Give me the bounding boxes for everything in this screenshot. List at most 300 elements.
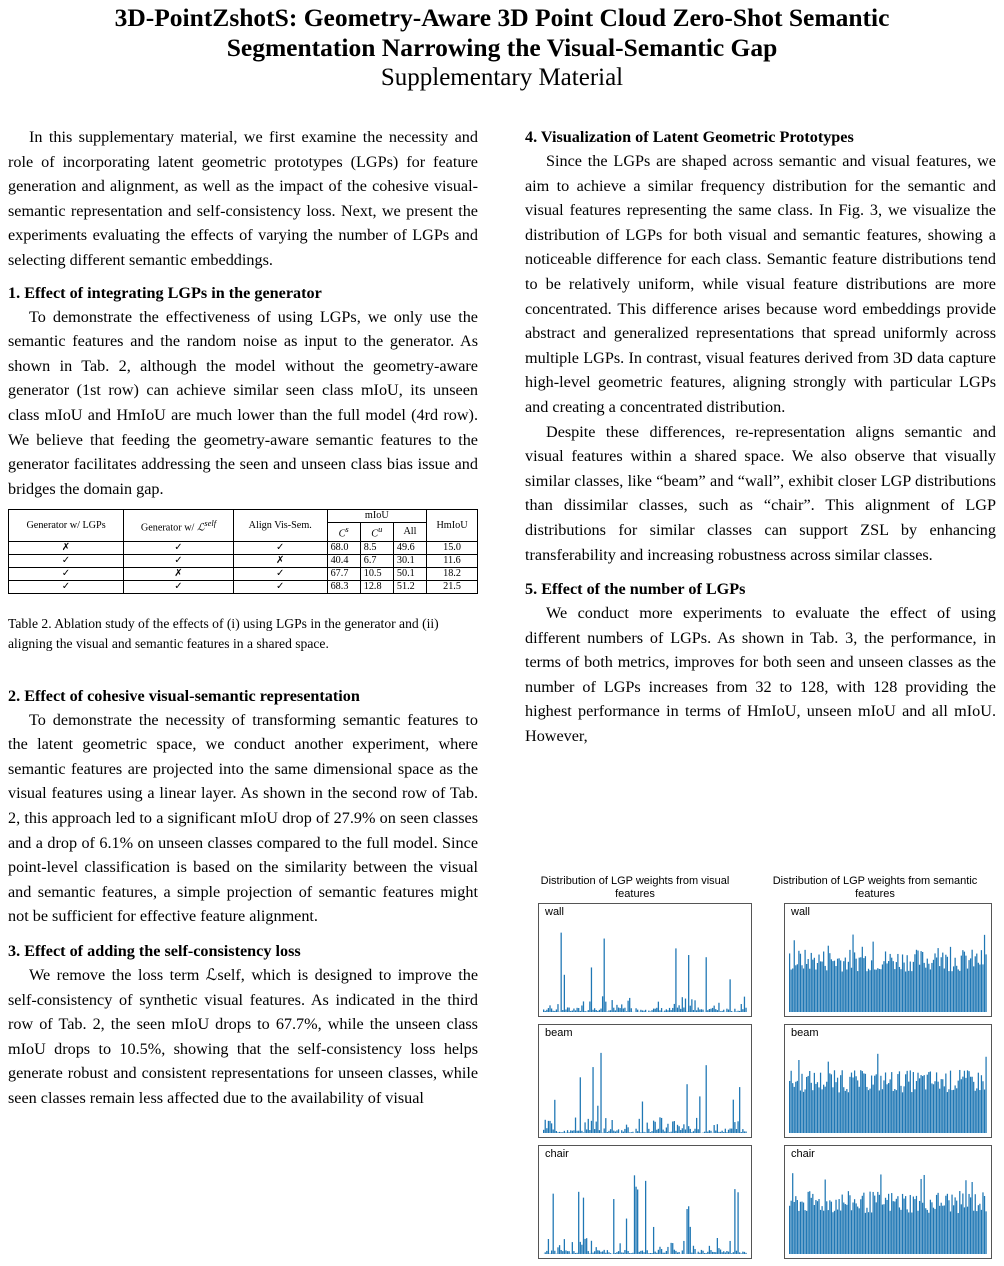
section-3-body: We remove the loss term ℒself, which is designed to improve the self-consistency of synthetic visual features. As indicated in the third row of Tab. 2, the seen mIoU drops to 67.7%, while the unseen class mIoU drops to 10.5%, showing that the self-consistency loss helps generate robust and consistent representations for unseen classes, while seen classes remain less affected due to the availability of visual — [8, 966, 478, 1108]
section-4-paragraph-1: Since the LGPs are shaped across semantic and visual features, we aim to achieve a similar frequency distribution for the semantic and visual features representing the same class. In Fig. 3, we visualize the distribution of LGPs for both visual and semantic features, showing a noticeable difference for each class. Semantic feature distributions tend to be relatively uniform, while visual feature distributions are more concentrated. This difference arises because word embeddings provide abstract and generalized representations that spread uniformly across multiple LGPs. In contrast, visual features derived from 3D data capture high-level geometric features, aligning strongly with particular LGPs and creating a concentrated distribution. — [525, 152, 996, 416]
lgp-bar — [894, 969, 895, 1012]
lgp-bar — [789, 1081, 790, 1133]
lgp-bar — [964, 1071, 965, 1133]
plot-semantic-wall — [784, 903, 992, 1017]
lgp-bar — [928, 964, 929, 1012]
lgp-bar — [615, 1131, 616, 1133]
lgp-bar — [941, 1203, 942, 1254]
bar-series — [785, 1025, 991, 1137]
lgp-bar — [637, 1131, 638, 1133]
lgp-bar — [981, 1210, 982, 1254]
lgp-bar — [798, 1060, 799, 1133]
lgp-bar — [562, 1010, 563, 1012]
lgp-bar — [734, 1189, 735, 1254]
lgp-bar — [653, 1121, 654, 1133]
lgp-bar — [812, 1090, 813, 1133]
lgp-bar — [583, 1001, 584, 1012]
lgp-bar — [723, 1132, 724, 1133]
lgp-bar — [581, 1131, 582, 1133]
lgp-bar — [744, 997, 745, 1012]
lgp-bar — [897, 1074, 898, 1133]
lgp-bar — [845, 1091, 846, 1133]
lgp-bar — [600, 1252, 601, 1254]
lgp-bar — [616, 1005, 617, 1012]
lgp-bar — [975, 1091, 976, 1133]
lgp-bar — [683, 1241, 684, 1254]
lgp-bar — [834, 1070, 835, 1133]
lgp-bar — [914, 1089, 915, 1133]
lgp-bar — [592, 1253, 593, 1254]
lgp-bar — [557, 1132, 558, 1133]
lgp-bar — [599, 1251, 600, 1254]
lgp-bar — [947, 1092, 948, 1133]
lgp-bar — [972, 1077, 973, 1133]
lgp-bar — [789, 1206, 790, 1254]
lgp-bar — [825, 1180, 826, 1254]
col-header-seen: $C^s$ — [327, 523, 360, 541]
lgp-bar — [637, 1189, 638, 1254]
lgp-bar — [725, 1252, 726, 1254]
lgp-bar — [648, 1253, 649, 1254]
lgp-bar — [690, 1227, 691, 1254]
lgp-bar — [800, 1202, 801, 1254]
lgp-bar — [899, 967, 900, 1012]
lgp-bar — [653, 1009, 654, 1012]
lgp-bar — [981, 1075, 982, 1133]
lgp-bar — [840, 1211, 841, 1254]
lgp-bar — [580, 1242, 581, 1254]
lgp-bar — [709, 1009, 710, 1012]
lgp-bar — [718, 1248, 719, 1254]
lgp-bar — [910, 962, 911, 1012]
lgp-bar — [899, 1071, 900, 1133]
paper-subtitle: Supplementary Material — [380, 64, 624, 91]
lgp-bar — [820, 1210, 821, 1254]
lgp-bar — [976, 1211, 977, 1254]
lgp-bar — [623, 1132, 624, 1133]
lgp-bar — [908, 1212, 909, 1254]
lgp-bar — [745, 1253, 746, 1254]
lgp-bar — [572, 1131, 573, 1133]
lgp-bar — [868, 1090, 869, 1133]
lgp-bar — [815, 970, 816, 1012]
lgp-bar — [865, 1213, 866, 1254]
lgp-bar — [817, 1082, 818, 1133]
lgp-bar — [635, 1129, 636, 1133]
lgp-bar — [834, 1211, 835, 1254]
lgp-bar — [882, 964, 883, 1012]
lgp-bar — [607, 1132, 608, 1133]
lgp-bar — [956, 1088, 957, 1133]
lgp-bar — [886, 963, 887, 1012]
lgp-bar — [583, 1198, 584, 1254]
lgp-bar — [970, 1197, 971, 1254]
lgp-bar — [885, 951, 886, 1012]
lgp-bar — [663, 1130, 664, 1133]
lgp-bar — [629, 1253, 630, 1254]
lgp-bar — [924, 1175, 925, 1254]
lgp-bar — [632, 1253, 633, 1254]
lgp-bar — [602, 996, 603, 1012]
lgp-bar — [688, 1206, 689, 1254]
lgp-bar — [690, 1129, 691, 1133]
lgp-bar — [965, 1180, 966, 1254]
lgp-bar — [869, 1089, 870, 1133]
lgp-bar — [667, 1124, 668, 1133]
lgp-bar — [726, 1251, 727, 1254]
lgp-bar — [694, 1249, 695, 1254]
lgp-bar — [599, 1130, 600, 1133]
col-header-gen-lgp: Generator w/ LGPs — [9, 510, 124, 541]
lgp-bar — [791, 1071, 792, 1133]
lgp-bar — [883, 1080, 884, 1133]
lgp-bar — [896, 1090, 897, 1133]
lgp-bar — [656, 1253, 657, 1254]
lgp-bar — [686, 1209, 687, 1254]
lgp-bar — [658, 1129, 659, 1133]
lgp-bar — [975, 956, 976, 1012]
lgp-bar — [896, 1199, 897, 1254]
lgp-bar — [829, 1073, 830, 1133]
lgp-bar — [849, 950, 850, 1012]
lgp-bar — [876, 1202, 877, 1254]
lgp-bar — [631, 1132, 632, 1133]
lgp-bar — [666, 1009, 667, 1012]
lgp-bar — [564, 1131, 565, 1133]
lgp-bar — [869, 970, 870, 1012]
lgp-bar — [731, 1011, 732, 1012]
lgp-bar — [874, 1196, 875, 1254]
lgp-bar — [934, 953, 935, 1012]
lgp-bar — [553, 1129, 554, 1133]
lgp-bar — [693, 1131, 694, 1133]
lgp-bar — [569, 1132, 570, 1133]
lgp-bar — [581, 1245, 582, 1254]
lgp-bar — [736, 1251, 737, 1254]
lgp-bar — [941, 957, 942, 1012]
paper-header — [0, 3, 1004, 92]
intro-paragraph: In this supplementary material, we first examine the necessity and role of incorporating latent geometric prototypes (LGPs) for feature generation and alignment, as well as the impact of the cohesive visual-semantic representation and self-consistency loss. Next, we present the experiments evaluating the effects of varying the number of LGPs and selecting different semantic embeddings. — [8, 128, 478, 269]
lgp-bar — [916, 1196, 917, 1254]
lgp-bar — [848, 962, 849, 1012]
lgp-bar — [920, 1075, 921, 1133]
lgp-bar — [726, 1132, 727, 1133]
lgp-bar — [902, 954, 903, 1012]
lgp-bar — [846, 1089, 847, 1133]
lgp-bar — [556, 1131, 557, 1133]
lgp-bar — [804, 1210, 805, 1254]
lgp-bar — [925, 1089, 926, 1133]
lgp-bar — [720, 1132, 721, 1133]
lgp-bar — [826, 1201, 827, 1254]
lgp-bar — [559, 1245, 560, 1254]
lgp-bar — [621, 1252, 622, 1254]
lgp-bar — [910, 1070, 911, 1133]
lgp-bar — [733, 1252, 734, 1254]
lgp-bar — [551, 1008, 552, 1012]
lgp-bar — [985, 1057, 986, 1133]
lgp-bar — [944, 1205, 945, 1254]
lgp-bar — [576, 1131, 577, 1133]
lgp-bar — [594, 1251, 595, 1254]
lgp-bar — [984, 1196, 985, 1254]
lgp-bar — [742, 1252, 743, 1254]
lgp-bar — [608, 1010, 609, 1012]
left-column — [8, 125, 478, 1111]
lgp-bar — [578, 1008, 579, 1012]
lgp-bar — [825, 1087, 826, 1133]
lgp-bar — [905, 972, 906, 1013]
lgp-bar — [953, 966, 954, 1012]
lgp-bar — [584, 1239, 585, 1254]
lgp-bar — [944, 1086, 945, 1133]
lgp-bar — [688, 1126, 689, 1133]
lgp-bar — [643, 1011, 644, 1012]
lgp-bar — [613, 1131, 614, 1133]
lgp-bar — [543, 1130, 544, 1133]
lgp-bar — [854, 952, 855, 1012]
lgp-bar — [942, 953, 943, 1012]
lgp-bar — [916, 1081, 917, 1133]
lgp-bar — [664, 1253, 665, 1254]
lgp-bar — [880, 1076, 881, 1133]
lgp-bar — [656, 1008, 657, 1012]
lgp-bar — [642, 1102, 643, 1133]
lgp-bar — [859, 1208, 860, 1254]
paper-title-line-1: 3D-PointZshotS: Geometry-Aware 3D Point Cloud Zero-Shot Semantic — [114, 3, 890, 32]
lgp-bar — [803, 1203, 804, 1254]
lgp-bar — [712, 1252, 713, 1254]
lgp-bar — [640, 1132, 641, 1133]
lgp-bar — [927, 1210, 928, 1254]
lgp-bar — [714, 1125, 715, 1133]
lgp-bar — [706, 957, 707, 1012]
lgp-bar — [581, 1005, 582, 1012]
lgp-bar — [868, 1212, 869, 1254]
lgp-bar — [866, 1208, 867, 1254]
lgp-bar — [804, 1089, 805, 1133]
lgp-bar — [809, 1191, 810, 1254]
lgp-bar — [714, 1252, 715, 1254]
lgp-bar — [839, 1199, 840, 1254]
lgp-bar — [613, 1199, 614, 1254]
lgp-bar — [586, 1238, 587, 1254]
lgp-bar — [580, 1011, 581, 1012]
lgp-bar — [683, 1008, 684, 1012]
lgp-bar — [801, 1074, 802, 1133]
lgp-bar — [554, 1251, 555, 1254]
lgp-bar — [978, 1073, 979, 1133]
lgp-bar — [903, 1086, 904, 1133]
lgp-bar — [696, 1010, 697, 1012]
lgp-bar — [866, 971, 867, 1012]
lgp-bar — [871, 1212, 872, 1254]
lgp-bar — [856, 1203, 857, 1254]
lgp-bar — [885, 1072, 886, 1133]
lgp-bar — [882, 1089, 883, 1133]
lgp-bar — [798, 1211, 799, 1254]
lgp-bar — [865, 1074, 866, 1133]
lgp-bar — [605, 1002, 606, 1012]
lgp-bar — [691, 1253, 692, 1254]
lgp-bar — [973, 966, 974, 1012]
lgp-bar — [656, 1130, 657, 1133]
lgp-bar — [653, 1227, 654, 1254]
lgp-bar — [804, 950, 805, 1012]
plot-label: beam — [791, 1027, 819, 1039]
lgp-bar — [733, 1100, 734, 1133]
lgp-bar — [795, 965, 796, 1012]
lgp-bar — [624, 1129, 625, 1133]
lgp-bar — [604, 939, 605, 1012]
lgp-bar — [917, 1073, 918, 1133]
lgp-bar — [699, 1010, 700, 1013]
plot-label: wall — [545, 906, 564, 918]
lgp-bar — [627, 1127, 628, 1133]
lgp-bar — [948, 1200, 949, 1254]
lgp-bar — [938, 1193, 939, 1254]
lgp-bar — [610, 1253, 611, 1254]
lgp-bar — [682, 1250, 683, 1254]
lgp-bar — [791, 1201, 792, 1254]
lgp-bar — [720, 1250, 721, 1254]
lgp-bar — [811, 953, 812, 1012]
lgp-bar — [717, 1238, 718, 1254]
lgp-bar — [955, 958, 956, 1012]
lgp-bar — [629, 1132, 630, 1133]
lgp-bar — [962, 1193, 963, 1254]
plot-semantic-chair — [784, 1145, 992, 1259]
lgp-bar — [589, 1130, 590, 1133]
bar-series — [539, 1146, 751, 1258]
lgp-bar — [715, 1131, 716, 1133]
col-header-align: Align Vis-Sem. — [233, 510, 327, 541]
lgp-bar — [551, 1251, 552, 1254]
lgp-bar — [893, 1201, 894, 1254]
lgp-bar — [959, 971, 960, 1012]
lgp-bar — [666, 1127, 667, 1133]
lgp-bar — [612, 1120, 613, 1133]
lgp-bar — [951, 971, 952, 1012]
lgp-bar — [806, 1211, 807, 1254]
lgp-bar — [820, 1073, 821, 1133]
lgp-bar — [643, 1252, 644, 1254]
lgp-bar — [739, 1252, 740, 1254]
lgp-bar — [911, 1213, 912, 1254]
lgp-bar — [637, 1010, 638, 1012]
lgp-bar — [594, 1008, 595, 1012]
lgp-bar — [907, 1209, 908, 1254]
lgp-bar — [922, 1076, 923, 1133]
lgp-bar — [551, 1123, 552, 1133]
lgp-bar — [905, 1074, 906, 1133]
lgp-bar — [920, 951, 921, 1012]
lgp-bar — [863, 1193, 864, 1254]
lgp-bar — [945, 1074, 946, 1133]
lgp-bar — [860, 957, 861, 1012]
lgp-bar — [843, 1202, 844, 1254]
lgp-bar — [826, 1082, 827, 1133]
section-1-body: To demonstrate the effectiveness of using LGPs, we only use the semantic features and the random noise as input to the generator. As shown in Tab. 2, although the model without the geometry-aware generator (1st row) can achieve similar seen class mIoU, its unseen class mIoU and HmIoU are much lower than the full model (4rd row). We believe that feeding the geometry-aware semantic features to the generator facilitates addressing the seen and unseen class bias issue and bridges the domain gap. — [8, 307, 478, 498]
lgp-bar — [678, 1005, 679, 1012]
section-1-heading: 1. Effect of integrating LGPs in the generator — [8, 283, 322, 302]
lgp-bar — [734, 1009, 735, 1012]
lgp-bar — [672, 1122, 673, 1133]
bar-series — [785, 904, 991, 1016]
lgp-bar — [808, 1192, 809, 1254]
lgp-bar — [707, 1132, 708, 1133]
lgp-bar — [958, 1081, 959, 1133]
lgp-bar — [572, 1242, 573, 1254]
lgp-bar — [907, 1071, 908, 1133]
lgp-bar — [739, 1087, 740, 1133]
lgp-bar — [659, 1117, 660, 1133]
lgp-bar — [596, 1122, 597, 1133]
lgp-bar — [839, 1092, 840, 1133]
lgp-bar — [970, 1077, 971, 1133]
lgp-bar — [678, 1126, 679, 1133]
lgp-bar — [674, 1121, 675, 1133]
lgp-bar — [792, 1083, 793, 1133]
lgp-bar — [950, 1071, 951, 1133]
lgp-bar — [677, 1008, 678, 1012]
lgp-distribution-figure — [520, 875, 996, 1265]
lgp-bar — [565, 1010, 566, 1012]
lgp-bar — [916, 950, 917, 1012]
lgp-bar — [573, 1251, 574, 1254]
lgp-bar — [715, 1252, 716, 1254]
lgp-bar — [610, 1010, 611, 1012]
lgp-bar — [919, 1078, 920, 1133]
lgp-bar — [620, 1008, 621, 1012]
lgp-bar — [698, 1008, 699, 1012]
plot-visual-wall — [538, 903, 752, 1017]
plot-label: chair — [545, 1148, 569, 1160]
lgp-bar — [741, 1132, 742, 1133]
lgp-bar — [666, 1251, 667, 1254]
lgp-bar — [942, 1079, 943, 1133]
lgp-bar — [891, 958, 892, 1012]
lgp-bar — [698, 1129, 699, 1133]
lgp-bar — [794, 1087, 795, 1133]
semantic-column-title: Distribution of LGP weights from semantic features — [772, 875, 978, 900]
lgp-bar — [877, 968, 878, 1012]
lgp-bar — [561, 1250, 562, 1254]
lgp-bar — [651, 1253, 652, 1254]
lgp-bar — [742, 1009, 743, 1012]
lgp-bar — [798, 951, 799, 1012]
lgp-bar — [554, 1100, 555, 1133]
section-2-heading: 2. Effect of cohesive visual-semantic representation — [8, 686, 360, 705]
lgp-bar — [671, 1010, 672, 1012]
lgp-bar — [702, 1251, 703, 1254]
plot-label: wall — [791, 906, 810, 918]
lgp-bar — [615, 1010, 616, 1012]
lgp-bar — [675, 1251, 676, 1254]
lgp-bar — [903, 1199, 904, 1254]
section-3-heading: 3. Effect of adding the self-consistency loss — [8, 942, 301, 961]
lgp-bar — [950, 1211, 951, 1254]
lgp-bar — [812, 960, 813, 1012]
lgp-bar — [879, 1090, 880, 1133]
lgp-bar — [859, 958, 860, 1012]
lgp-bar — [869, 1192, 870, 1254]
lgp-bar — [922, 952, 923, 1012]
lgp-bar — [655, 1122, 656, 1133]
lgp-bar — [976, 954, 977, 1012]
lgp-bar — [982, 964, 983, 1012]
lgp-bar — [701, 1250, 702, 1254]
